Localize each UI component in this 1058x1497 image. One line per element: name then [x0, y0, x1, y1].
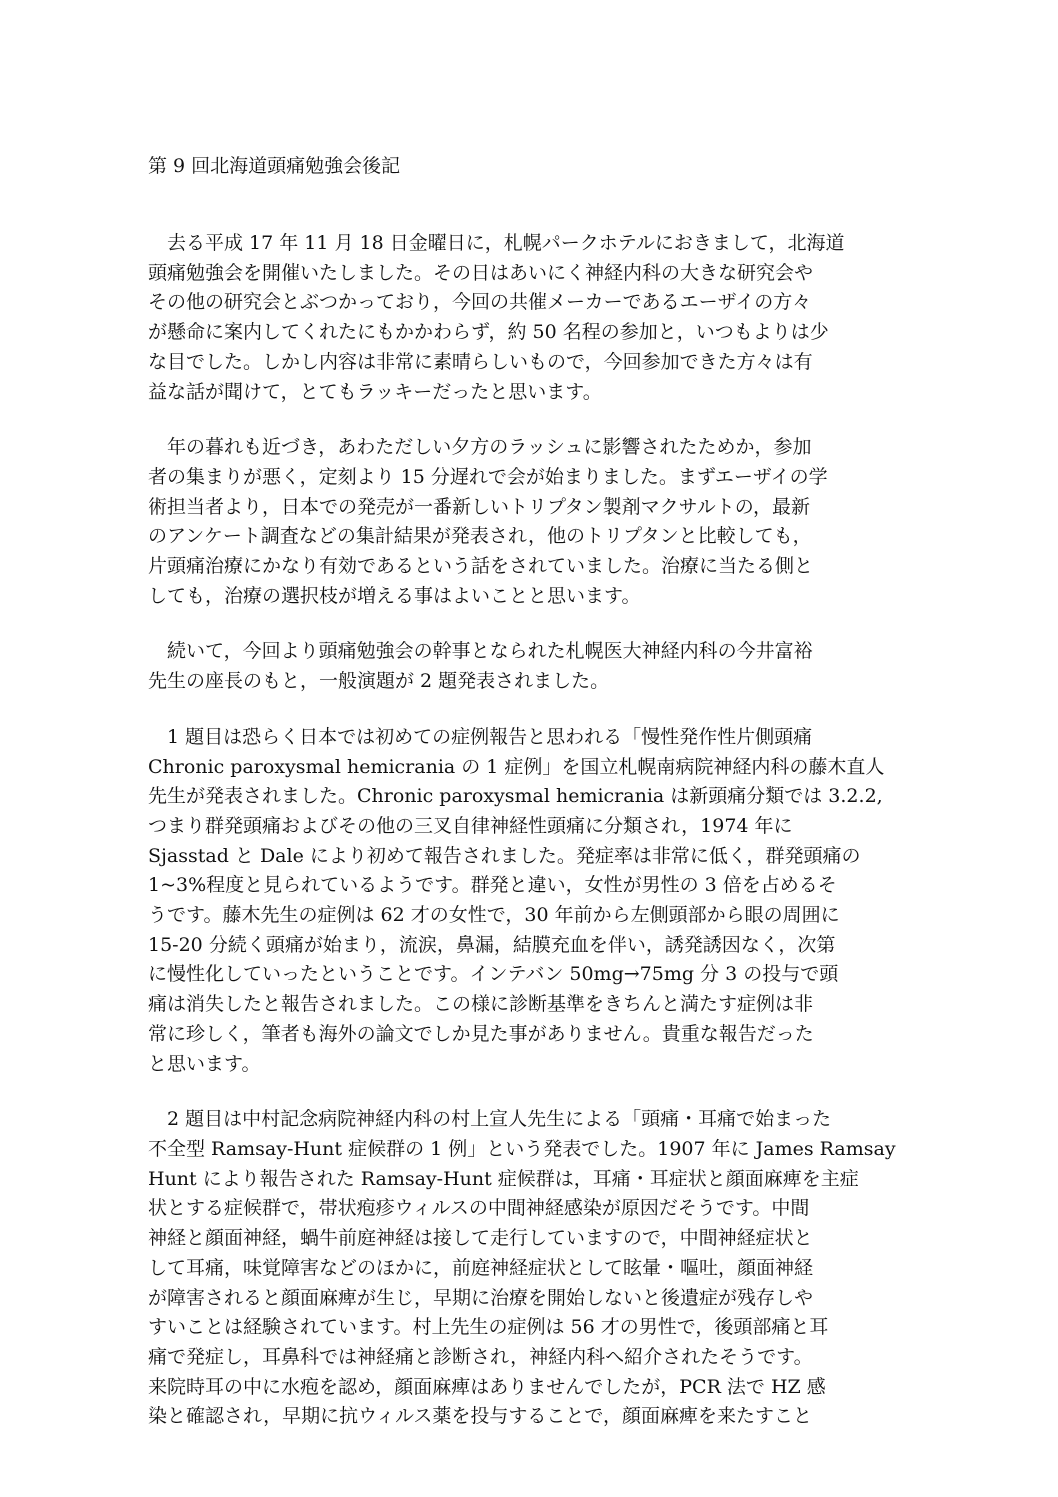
paragraph — [148, 723, 918, 1079]
text-line: が障害されると顔面麻痺が生じ，早期に治療を開始しないと後遺症が残存しや — [148, 1286, 814, 1309]
text-line: Chronic paroxysmal hemicrania の 1 症例」を国立札幌南病院神経内科の藤木直人 — [148, 755, 885, 778]
text-line: 先生が発表されました。Chronic paroxysmal hemicrania は新頭痛分類では 3.2.2, — [148, 785, 883, 808]
text-line: 頭痛勉強会を開催いたしました。その日はあいにく神経内科の大きな研究会や — [148, 261, 814, 284]
document-body — [148, 229, 918, 1458]
text-line: に慢性化していったということです。インテバン 50mg→75mg 分 3 の投与で頭 — [148, 963, 839, 986]
text-line: 続いて，今回より頭痛勉強会の幹事となられた札幌医大神経内科の今井富裕 — [148, 640, 813, 663]
text-line: 片頭痛治療にかなり有効であるという話をされていました。治療に当たる側と — [148, 555, 814, 578]
text-line: 状とする症候群で，帯状疱疹ウィルスの中間神経感染が原因だそうです。中間 — [148, 1197, 810, 1220]
paragraph — [148, 433, 918, 611]
text-line: 15-20 分続く頭痛が始まり，流涙，鼻漏，結膜充血を伴い，誘発誘因なく，次第 — [148, 933, 836, 956]
text-line: な目でした。しかし内容は非常に素晴らしいもので，今回参加できた方々は有 — [148, 350, 813, 373]
text-line: しても，治療の選択枝が増える事はよいことと思います。 — [148, 584, 641, 607]
text-line: のアンケート調査などの集計結果が発表され，他のトリプタンと比較しても， — [148, 525, 812, 548]
text-line: 常に珍しく，筆者も海外の論文でしか見た事がありません。貴重な報告だった — [148, 1022, 814, 1045]
paragraph — [148, 229, 918, 407]
text-line: して耳痛，味覚障害などのほかに，前庭神経症状として眩暈・嘔吐，顔面神経 — [148, 1256, 814, 1279]
text-line: 神経と顔面神経，蝸牛前庭神経は接して走行していますので，中間神経症状と — [148, 1227, 813, 1250]
text-line: 来院時耳の中に水疱を認め，顔面麻痺はありませんでしたが，PCR 法で HZ 感 — [148, 1375, 826, 1398]
text-line: 者の集まりが悪く，定刻より 15 分遅れで会が始まりました。まずエーザイの学 — [148, 465, 828, 488]
document-title: 第 9 回北海道頭痛勉強会後記 — [148, 155, 401, 177]
text-line: 2 題目は中村記念病院神経内科の村上宣人先生による「頭痛・耳痛で始まった — [148, 1108, 832, 1131]
text-line: 1 題目は恐らく日本では初めての症例報告と思われる「慢性発作性片側頭痛 — [148, 725, 813, 748]
text-line: つまり群発頭痛およびその他の三叉自律神経性頭痛に分類され，1974 年に — [148, 814, 793, 837]
paragraph — [148, 637, 918, 696]
text-line: が懸命に案内してくれたにもかかわらず，約 50 名程の参加と，いつもよりは少 — [148, 321, 829, 344]
text-line: と思います。 — [148, 1052, 261, 1075]
text-line: うです。藤木先生の症例は 62 才の女性で，30 年前から左側頭部から眼の周囲に — [148, 904, 840, 927]
text-line: すいことは経験されています。村上先生の症例は 56 才の男性で，後頭部痛と耳 — [148, 1316, 829, 1339]
text-line: Hunt により報告された Ramsay-Hunt 症候群は，耳痛・耳症状と顔面麻痺を主症 — [148, 1167, 859, 1190]
text-line: 去る平成 17 年 11 月 18 日金曜日に，札幌パークホテルにおきまして，北海道 — [148, 232, 845, 254]
text-line: 益な話が聞けて，とてもラッキーだったと思います。 — [148, 380, 602, 403]
text-line: 痛で発症し，耳鼻科では神経痛と診断され，神経内科へ紹介されたそうです。 — [148, 1345, 813, 1368]
text-line: 年の暮れも近づき，あわただしい夕方のラッシュに影響されたためか，参加 — [148, 436, 812, 459]
paragraph — [148, 1105, 918, 1432]
text-line: 不全型 Ramsay-Hunt 症候群の 1 例」という発表でした。1907 年に James Ramsay — [148, 1137, 896, 1160]
text-line: 痛は消失したと報告されました。この様に診断基準をきちんと満たす症例は非 — [148, 993, 814, 1016]
text-line: Sjasstad と Dale により初めて報告されました。発症率は非常に低く，群発頭痛の — [148, 844, 861, 867]
text-line: 1~3%程度と見られているようです。群発と違い，女性が男性の 3 倍を占めるそ — [148, 874, 837, 897]
text-line: 術担当者より，日本での発売が一番新しいトリプタン製剤マクサルトの，最新 — [148, 495, 810, 518]
text-line: 先生の座長のもと，一般演題が 2 題発表されました。 — [148, 670, 610, 693]
text-line: その他の研究会とぶつかっており，今回の共催メーカーであるエーザイの方々 — [148, 291, 812, 314]
text-line: 染と確認され，早期に抗ウィルス薬を投与することで，顔面麻痺を来たすこと — [148, 1405, 813, 1428]
